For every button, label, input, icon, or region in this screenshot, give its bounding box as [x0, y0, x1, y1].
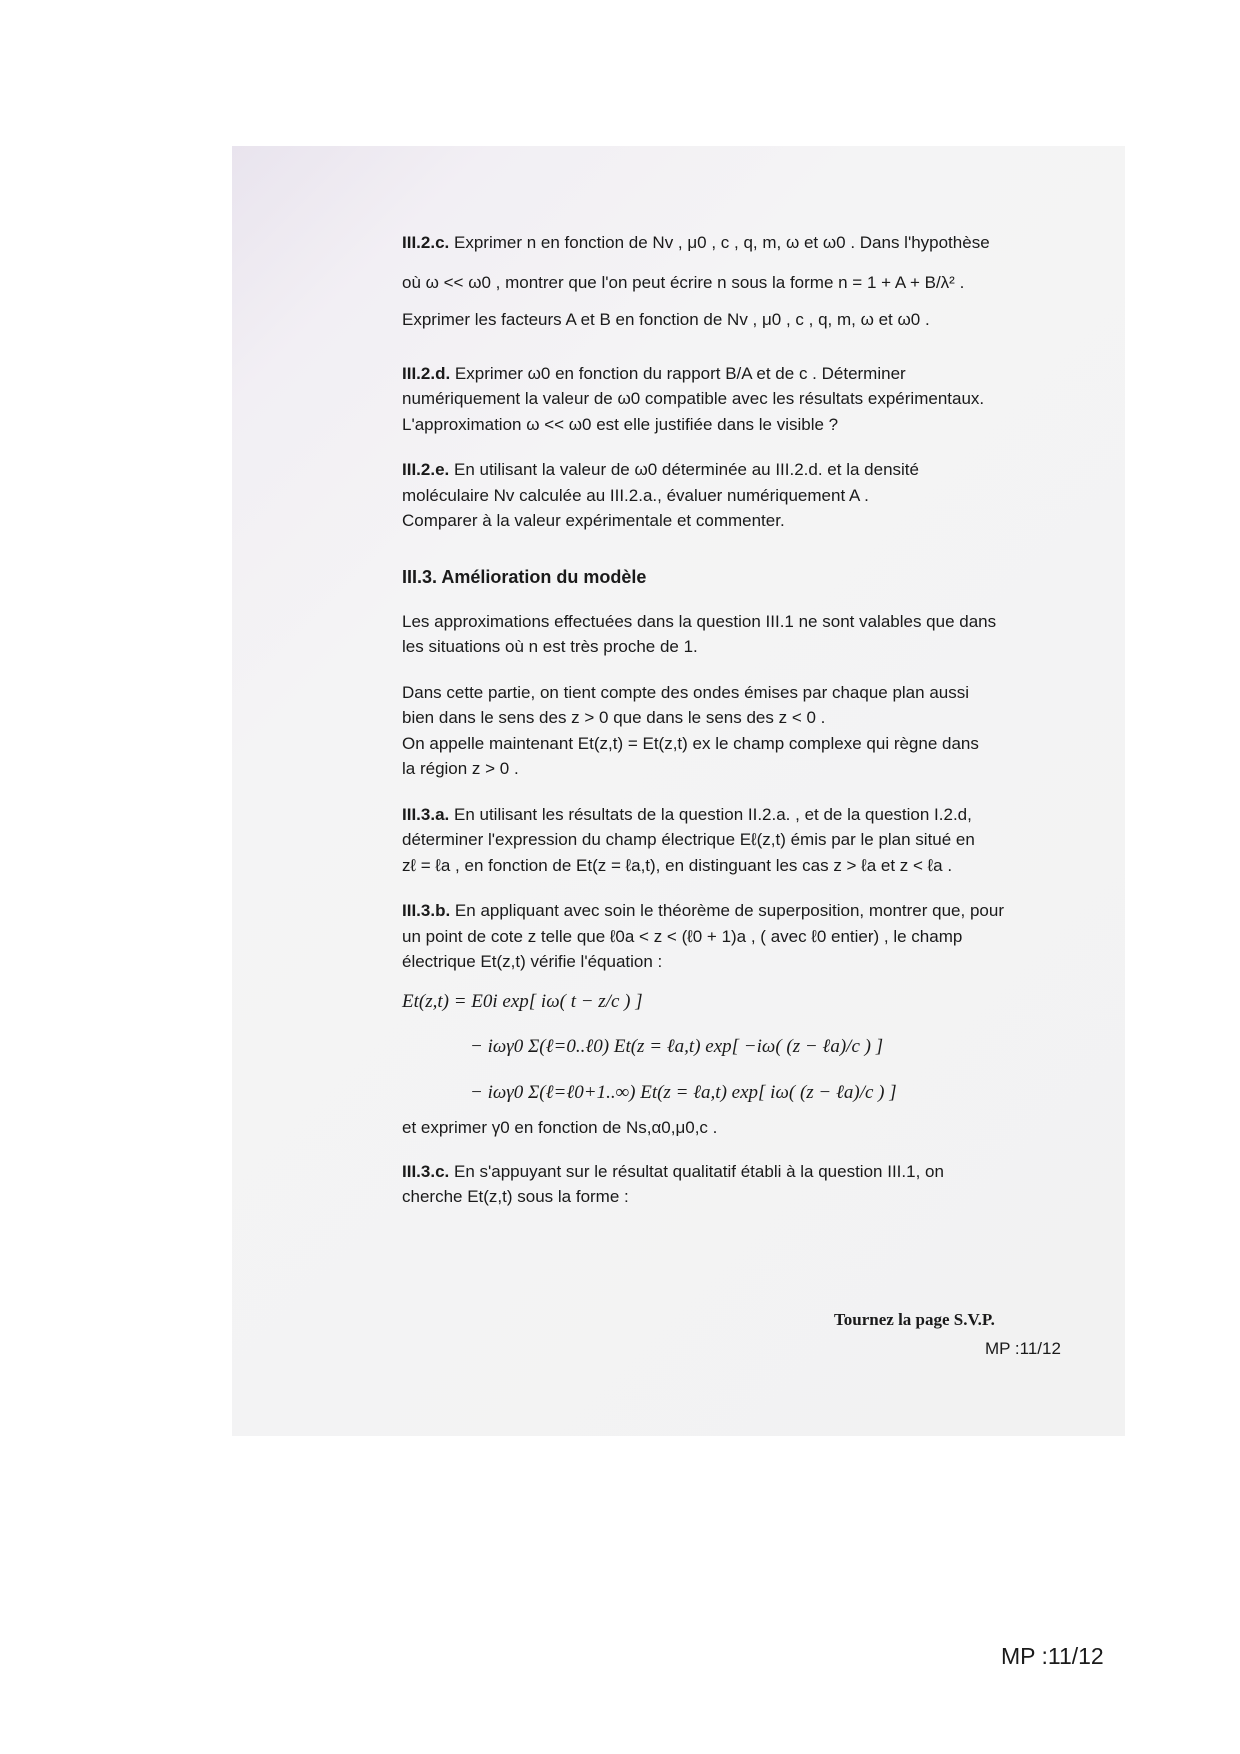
equation-line: Et(z,t) = E0i exp[ iω( t − z/c ) ]	[402, 990, 643, 1012]
question-III-2-e	[402, 457, 1082, 534]
section-heading: III.3. Amélioration du modèle	[402, 566, 647, 587]
equation-line: − iωγ0 Σ(ℓ=ℓ0+1..∞) Et(z = ℓa,t) exp[ iω( (z − ℓa)/c ) ]	[470, 1081, 897, 1103]
question-III-3-c	[402, 1159, 1082, 1210]
question-text: Comparer à la valeur expérimentale et commenter.	[402, 511, 785, 530]
document-body	[402, 230, 1082, 1210]
question-III-2-d	[402, 361, 1082, 438]
question-label: III.2.e.	[402, 460, 450, 479]
question-label: III.2.d.	[402, 363, 451, 383]
question-text: numériquement la valeur de ω0 compatible avec les résultats expérimentaux.	[402, 389, 985, 408]
question-text: En appliquant avec soin le théorème de superposition, montrer que, pour	[454, 901, 1004, 920]
question-text: et exprimer γ0 en fonction de Ns,α0,μ0,c .	[402, 1118, 718, 1138]
question-text: un point de cote z telle que ℓ0a < z < (ℓ0 + 1)a , ( avec ℓ0 entier) , le champ	[402, 926, 963, 946]
question-text: En s'appuyant sur le résultat qualitatif établi à la question III.1, on	[453, 1161, 944, 1181]
intro-paragraph-1	[402, 609, 1082, 660]
question-label: III.3.c.	[402, 1161, 450, 1181]
question-text: zℓ = ℓa , en fonction de Et(z = ℓa,t), en distinguant les cas z > ℓa et z < ℓa .	[402, 855, 953, 875]
page-number-small: MP :11/12	[985, 1339, 1061, 1358]
question-text: En utilisant les résultats de la question II.2.a. , et de la question I.2.d,	[453, 804, 972, 824]
turn-page-note: Tournez la page S.V.P.	[834, 1310, 995, 1329]
question-text: où ω << ω0 , montrer que l'on peut écrire n sous la forme n = 1 + A + B/λ² .	[402, 272, 965, 292]
paragraph-text: la région z > 0 .	[402, 759, 519, 778]
question-text: Exprimer ω0 en fonction du rapport B/A et de c . Déterminer	[454, 363, 906, 383]
paragraph-text: Les approximations effectuées dans la question III.1 ne sont valables que dans	[402, 611, 997, 631]
question-text: déterminer l'expression du champ électrique Eℓ(z,t) émis par le plan situé en	[402, 830, 975, 849]
intro-paragraph-2	[402, 680, 1082, 782]
question-label: III.2.c.	[402, 233, 450, 252]
paragraph-text: bien dans le sens des z > 0 que dans le sens des z < 0 .	[402, 708, 826, 727]
question-III-3-a	[402, 802, 1082, 879]
page-number-footer: MP :11/12	[1001, 1643, 1104, 1669]
paragraph-text: les situations où n est très proche de 1.	[402, 637, 698, 656]
question-text: moléculaire Nv calculée au III.2.a., évaluer numériquement A .	[402, 485, 869, 505]
question-text: Exprimer n en fonction de Nv , μ0 , c , q, m, ω et ω0 . Dans l'hypothèse	[453, 233, 990, 252]
question-text: Exprimer les facteurs A et B en fonction de Nv , μ0 , c , q, m, ω et ω0 .	[402, 310, 930, 329]
question-III-3-b	[402, 898, 1082, 1141]
question-III-2-c	[402, 230, 1082, 333]
question-label: III.3.b.	[402, 901, 451, 920]
superposition-equation	[402, 979, 1082, 1116]
equation-line: − iωγ0 Σ(ℓ=0..ℓ0) Et(z = ℓa,t) exp[ −iω( (z − ℓa)/c ) ]	[470, 1036, 884, 1058]
paragraph-text: On appelle maintenant Et(z,t) = Et(z,t) ex le champ complexe qui règne dans	[402, 733, 979, 753]
question-text: électrique Et(z,t) vérifie l'équation :	[402, 952, 663, 971]
question-label: III.3.a.	[402, 804, 450, 824]
question-text: En utilisant la valeur de ω0 déterminée au III.2.d. et la densité	[453, 460, 919, 479]
question-text: cherche Et(z,t) sous la forme :	[402, 1187, 629, 1207]
paragraph-text: Dans cette partie, on tient compte des ondes émises par chaque plan aussi	[402, 682, 970, 702]
question-text: L'approximation ω << ω0 est elle justifiée dans le visible ?	[402, 414, 839, 434]
